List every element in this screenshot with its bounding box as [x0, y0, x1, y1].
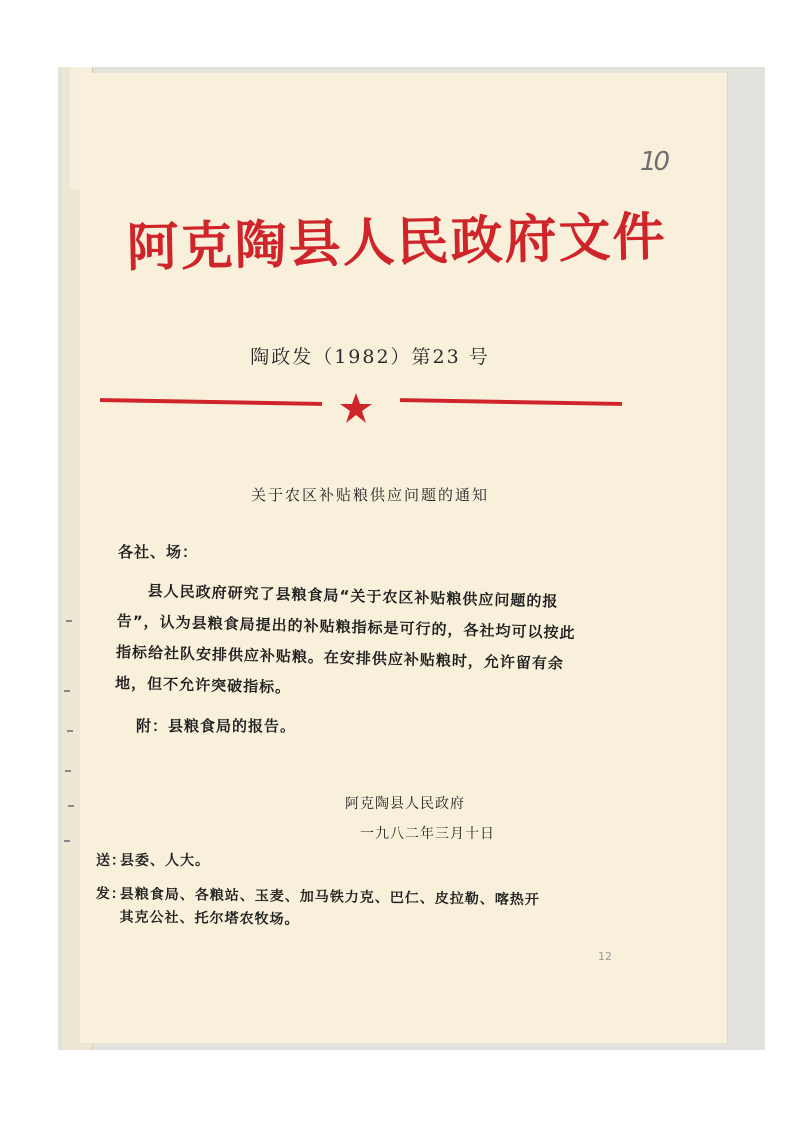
document-number: 陶政发（1982）第23 号	[250, 346, 490, 368]
copy-to-line	[95, 883, 596, 936]
document-subject: 关于农区补贴粮供应问题的通知	[250, 486, 489, 504]
document-title: 阿克陶县人民政府文件	[126, 206, 668, 279]
issuing-authority: 阿克陶县人民政府	[345, 796, 465, 812]
send-recipients: 县委、人大。	[120, 853, 210, 869]
greeting: 各社、场：	[118, 543, 199, 561]
copy-label: 发：	[95, 885, 126, 903]
send-label: 送：	[96, 853, 126, 869]
edge-marks	[62, 600, 80, 860]
handwritten-page-number: 10	[640, 147, 668, 177]
copy-recipients-1: 县粮食局、各粮站、玉麦、加马铁力克、巴仁、皮拉勒、喀热开	[119, 886, 540, 909]
send-to-line	[96, 850, 596, 873]
copy-recipients-2: 其克公社、托尔塔农牧场。	[119, 909, 300, 928]
red-star-icon	[339, 391, 373, 425]
faint-page-mark: 12	[598, 950, 612, 963]
attachment-note: 附：县粮食局的报告。	[136, 717, 297, 735]
body-paragraph: 县人民政府研究了县粮食局“关于农区补贴粮供应问题的报告”，认为县粮食局提出的补贴粮指标是可行的，各社均可以按此指标给社队安排供应补贴粮。在安排供应补贴粮时，允许留有余地，但不允许突破指标。	[114, 581, 576, 697]
issue-date: 一九八二年三月十日	[360, 826, 495, 842]
